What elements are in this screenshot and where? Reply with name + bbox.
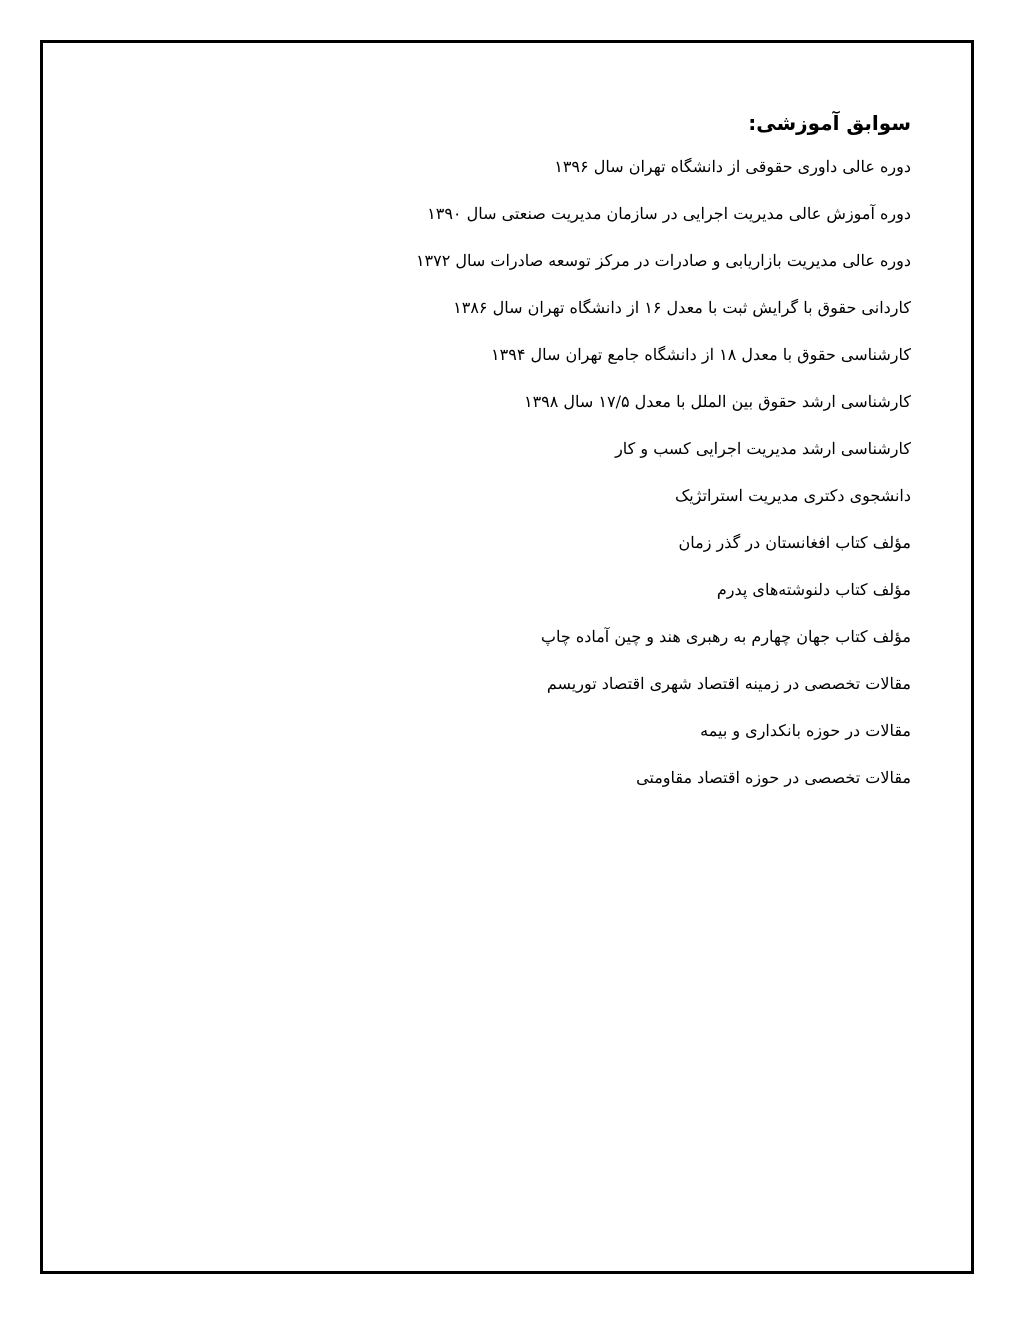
record-item: مؤلف کتاب دلنوشته‌های پدرم (716, 580, 911, 599)
record-item: کارشناسی ارشد مدیریت اجرایی کسب و کار (615, 439, 911, 458)
record-item: مقالات تخصصی در زمینه اقتصاد شهری اقتصاد توریسم (546, 674, 911, 693)
education-records-list (351, 143, 911, 801)
record-item: کارشناسی حقوق با معدل ۱۸ از دانشگاه جامع تهران سال ۱۳۹۴ (491, 345, 911, 364)
record-item: دوره عالی مدیریت بازاریابی و صادرات در مرکز توسعه صادرات سال ۱۳۷۲ (415, 251, 911, 270)
record-item: کارشناسی ارشد حقوق بین الملل با معدل ۱۷/۵ سال ۱۳۹۸ (523, 392, 911, 411)
record-item: مقالات تخصصی در حوزه اقتصاد مقاومتی (636, 768, 911, 787)
record-item: دانشجوی دکتری مدیریت استراتژیک (674, 486, 911, 505)
page-frame (40, 40, 974, 1274)
section-heading: سوابق آموزشی: (748, 111, 911, 135)
record-item: دوره عالی داوری حقوقی از دانشگاه تهران سال ۱۳۹۶ (554, 157, 911, 176)
record-item: مؤلف کتاب جهان چهارم به رهبری هند و چین آماده چاپ (540, 627, 911, 646)
record-item: مقالات در حوزه بانکداری و بیمه (700, 721, 911, 740)
record-item: دوره آموزش عالی مدیریت اجرایی در سازمان مدیریت صنعتی سال ۱۳۹۰ (427, 204, 911, 223)
document-content (351, 103, 911, 801)
record-item: کاردانی حقوق با گرایش ثبت با معدل ۱۶ از دانشگاه تهران سال ۱۳۸۶ (453, 298, 911, 317)
record-item: مؤلف کتاب افغانستان در گذر زمان (678, 533, 911, 552)
